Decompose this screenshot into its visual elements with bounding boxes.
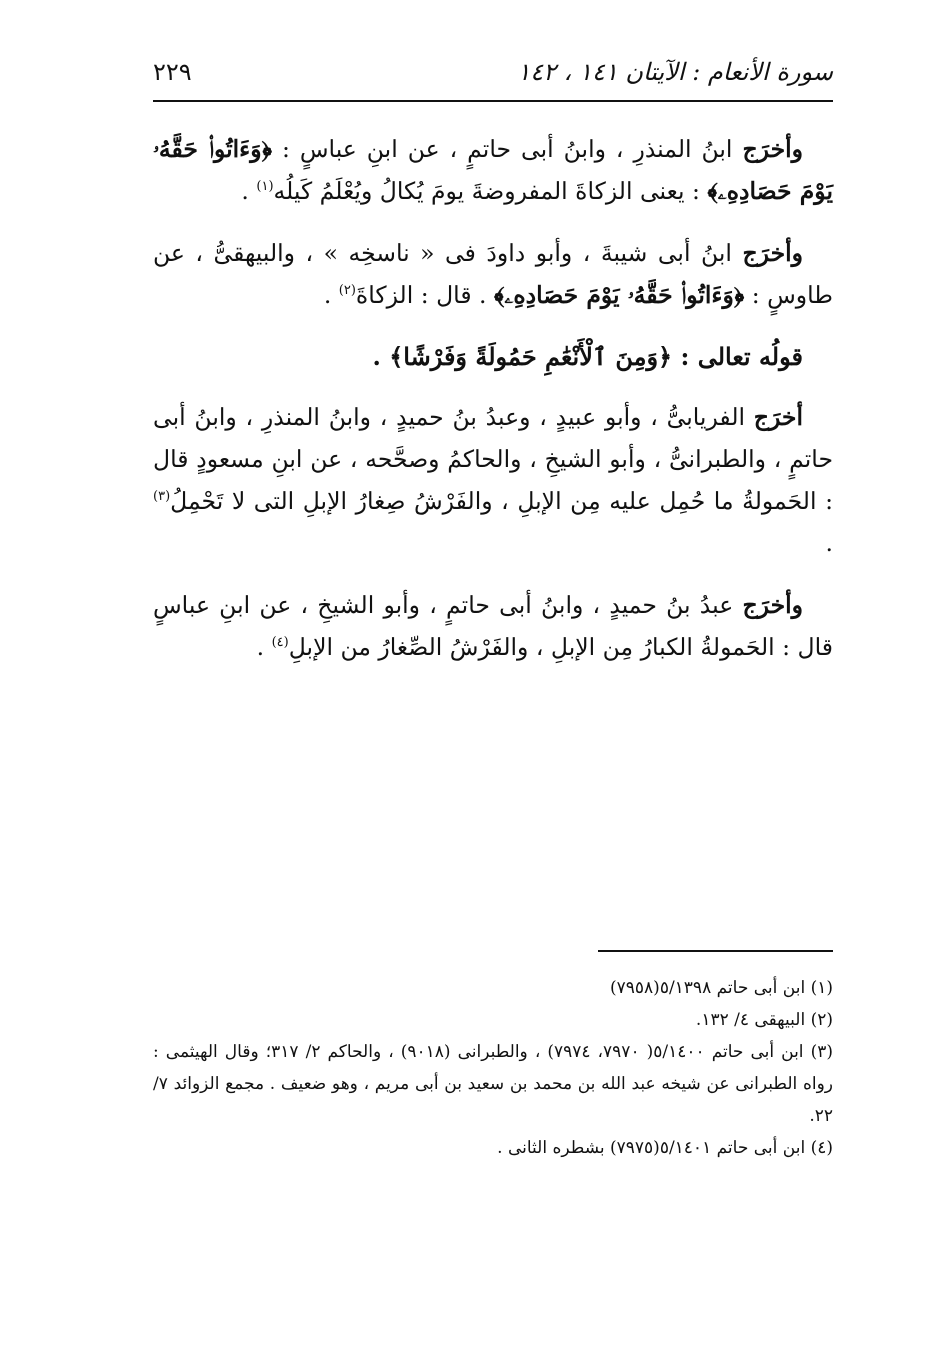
paragraph-1-text2: : يعنى الزكاةَ المفروضةَ يومَ يُكالُ ويُعْلَمُ كَيلُه — [273, 177, 708, 205]
running-header — [153, 52, 833, 98]
paragraph-3-lead: أخرَج — [753, 403, 803, 431]
paragraph-4 — [153, 584, 833, 668]
paragraph-3 — [153, 396, 833, 564]
paragraph-2-lead: وأخرَج — [742, 239, 803, 267]
footnote-rule — [598, 950, 833, 952]
footnote-1: (١) ابن أبى حاتم ٥/١٣٩٨(٧٩٥٨) — [610, 978, 833, 998]
paragraph-1-quran: ﴿وَءَاتُوا۟ حَقَّهُۥ يَوْمَ حَصَادِهِۦ﴾ — [153, 135, 833, 205]
paragraph-2-text2: . قال : الزكاةَ — [355, 281, 494, 309]
footnote-ref-1: (١) — [256, 179, 274, 195]
paragraph-2-text: ابنُ أبى شيبةَ ، وأبو داودَ فى « ناسخِه » ، والبيهقىُّ ، عن طاوسٍ : — [153, 239, 833, 309]
paragraph-4-lead: وأخرَج — [742, 591, 803, 619]
verse-heading — [153, 336, 833, 378]
footnotes — [153, 972, 833, 1164]
paragraph-3-text: الفريابىُّ ، وأبو عبيدٍ ، وعبدُ بنُ حميدٍ ، وابنُ المنذرِ ، وابنُ أبى حاتمٍ ، والطبرانىُّ ، وأبو الشيخِ ، والحاكمُ وصحَّحه ، عن ابنِ مسعودٍ قال : الحَمولةُ ما حُمِل عليه مِن الإبلِ ، والفَرْشُ صِغارُ الإبلِ التى لا تَحْمِلُ — [153, 403, 833, 515]
paragraph-2 — [153, 232, 833, 316]
header-title: سورة الأنعام : الآيتان ١٤١ ، ١٤٢ — [517, 58, 833, 86]
footnote-4: (٤) ابن أبى حاتم ٥/١٤٠١(٧٩٧٥) بشطره الثانى . — [497, 1138, 833, 1158]
footnote-ref-3: (٣) — [153, 489, 171, 505]
paragraph-1-text: ابنُ المنذرِ ، وابنُ أبى حاتمٍ ، عن ابنِ عباسٍ : — [271, 135, 743, 163]
verse-heading-lead: قولُه تعالى : — [672, 342, 803, 371]
footnote-ref-2: (٢) — [338, 283, 356, 299]
paragraph-4-end: . — [256, 633, 272, 661]
paragraph-2-quran: ﴿وَءَاتُوا۟ حَقَّهُۥ يَوْمَ حَصَادِهِۦ﴾ — [493, 281, 745, 309]
paragraph-1-lead: وأخرَج — [742, 135, 803, 163]
paragraph-1 — [153, 128, 833, 212]
footnote-3: (٣) ابن أبى حاتم ٥/١٤٠٠( ٧٩٧٠، ٧٩٧٤) ، والطبرانى (٩٠١٨) ، والحاكم ٢/ ٣١٧؛ وقال الهيثمى : رواه الطبرانى عن شيخه عبد الله بن محمد بن سعيد بن أبى مريم ، وهو ضعيف . مجمع الزوائد ٧/ ٢٢. — [153, 1042, 833, 1126]
main-text — [153, 128, 833, 688]
paragraph-1-end: . — [241, 177, 257, 205]
footnote-ref-4: (٤) — [271, 635, 289, 651]
page-number: ٢٢٩ — [153, 58, 192, 86]
paragraph-2-end: . — [323, 281, 339, 309]
paragraph-4-text: عبدُ بنُ حميدٍ ، وابنُ أبى حاتمٍ ، وأبو الشيخِ ، عن ابنِ عباسٍ قال : الحَمولةُ الكبارُ مِن الإبلِ ، والفَرْشُ الصِّغارُ من الإبلِ — [153, 591, 833, 661]
verse-heading-quran: ﴿وَمِنَ ٱلْأَنْعَٰمِ حَمُولَةً وَفَرْشًا﴾ — [389, 342, 673, 371]
verse-heading-end: . — [372, 342, 390, 371]
footnote-2: (٢) البيهقى ٤/ ١٣٢. — [695, 1010, 833, 1030]
header-rule — [153, 100, 833, 102]
paragraph-3-end: . — [825, 529, 833, 557]
